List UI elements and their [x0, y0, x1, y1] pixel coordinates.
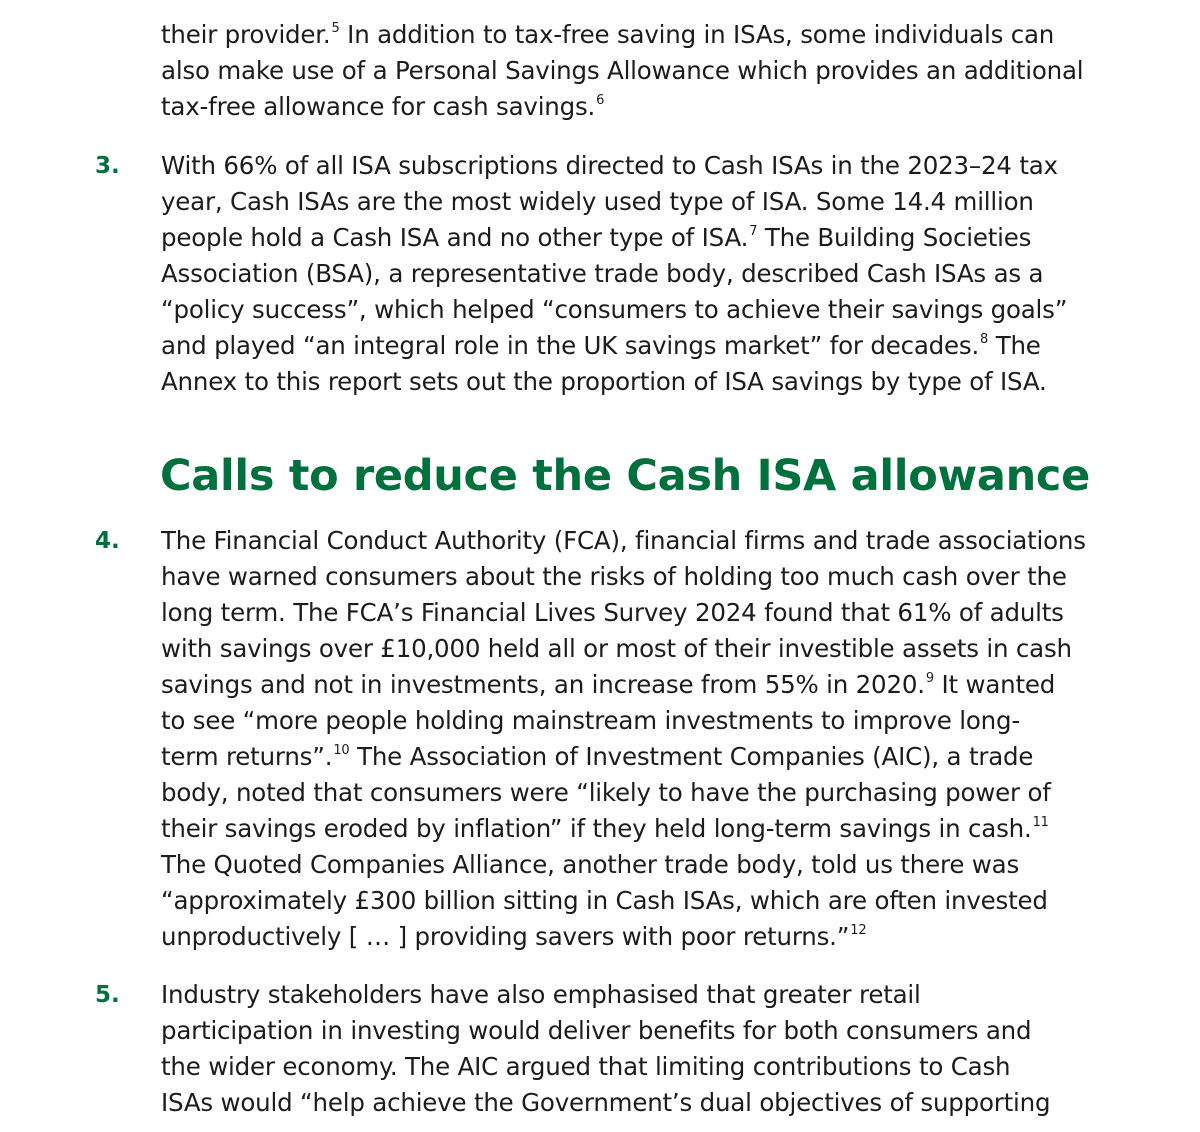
text-line [161, 977, 1081, 1013]
footnote-marker[interactable]: 7 [749, 224, 758, 239]
text-line [161, 523, 1086, 559]
text-segment: have warned consumers about the risks of holding too much cash over the [161, 562, 1067, 591]
paragraph-continued [161, 17, 1084, 125]
text-line [161, 775, 1081, 811]
paragraph-3 [161, 148, 1081, 400]
footnote-marker[interactable]: 6 [596, 93, 605, 108]
footnote-marker[interactable]: 9 [925, 671, 934, 686]
text-line [161, 148, 1081, 184]
footnote-marker[interactable]: 8 [980, 332, 989, 347]
text-line [161, 220, 1081, 256]
text-line [161, 292, 1081, 328]
text-line [161, 1085, 1081, 1121]
footnote-marker[interactable]: 11 [1032, 815, 1049, 830]
text-segment: It wanted [933, 670, 1056, 699]
section-heading: Calls to reduce the Cash ISA allowance [160, 451, 1090, 501]
text-line [161, 739, 1081, 775]
footnote-marker[interactable]: 12 [850, 923, 867, 938]
text-segment: also make use of a Personal Savings Allowance which provides an additional [161, 56, 1084, 85]
text-segment: tax-free allowance for cash savings. [161, 92, 596, 121]
text-line [161, 1049, 1081, 1085]
text-line [161, 1013, 1081, 1049]
text-line [161, 328, 1081, 364]
text-segment: The [988, 331, 1041, 360]
text-line [161, 703, 1081, 739]
text-line [161, 89, 1081, 125]
text-segment: year, Cash ISAs are the most widely used type of ISA. Some 14.4 million [161, 187, 1034, 216]
text-segment: The Quoted Companies Alliance, another trade body, told us there was [161, 850, 1020, 879]
text-segment: The Association of Investment Companies (AIC), a trade [349, 742, 1034, 771]
text-segment: ISAs would “help achieve the Government’s dual objectives of supporting [161, 1088, 1051, 1117]
text-segment: and played “an integral role in the UK savings market” for decades. [161, 331, 980, 360]
text-segment: their savings eroded by inflation” if they held long-term savings in cash. [161, 814, 1032, 843]
text-segment: Industry stakeholders have also emphasised that greater retail [161, 980, 921, 1009]
text-segment: The Financial Conduct Authority (FCA), financial firms and trade associations [161, 526, 1086, 555]
text-line [161, 559, 1081, 595]
text-segment: long term. The FCA’s Financial Lives Survey 2024 found that 61% of adults [161, 598, 1064, 627]
text-line [161, 919, 1081, 955]
text-segment: savings and not in investments, an increase from 55% in 2020. [161, 670, 925, 699]
text-segment: body, noted that consumers were “likely to have the purchasing power of [161, 778, 1051, 807]
footnote-marker[interactable]: 5 [331, 21, 340, 36]
paragraph-5 [161, 977, 1081, 1121]
text-line [161, 811, 1081, 847]
text-segment: With 66% of all ISA subscriptions directed to Cash ISAs in the 2023–24 tax [161, 151, 1058, 180]
text-segment: “policy success”, which helped “consumers to achieve their savings goals” [161, 295, 1068, 324]
text-segment: “approximately £300 billion sitting in Cash ISAs, which are often invested [161, 886, 1048, 915]
text-line [161, 631, 1081, 667]
text-segment: with savings over £10,000 held all or most of their investible assets in cash [161, 634, 1072, 663]
paragraph-4 [161, 523, 1086, 955]
paragraph-number-3: 3. [95, 153, 120, 179]
text-line [161, 17, 1081, 53]
text-segment: Association (BSA), a representative trade body, described Cash ISAs as a [161, 259, 1044, 288]
text-line [161, 364, 1081, 400]
text-segment: unproductively [ … ] providing savers with poor returns.” [161, 922, 850, 951]
text-segment: term returns”. [161, 742, 333, 771]
text-line [161, 667, 1081, 703]
text-segment: people hold a Cash ISA and no other type of ISA. [161, 223, 749, 252]
text-segment: In addition to tax-free saving in ISAs, some individuals can [339, 20, 1055, 49]
text-line [161, 256, 1081, 292]
text-segment: participation in investing would deliver benefits for both consumers and [161, 1016, 1032, 1045]
text-segment: The Building Societies [757, 223, 1032, 252]
text-line [161, 184, 1081, 220]
text-line [161, 847, 1081, 883]
paragraph-number-4: 4. [95, 528, 120, 554]
text-line [161, 595, 1081, 631]
paragraph-number-5: 5. [95, 982, 120, 1008]
text-segment: the wider economy. The AIC argued that limiting contributions to Cash [161, 1052, 1011, 1081]
text-line [161, 53, 1084, 89]
text-segment: Annex to this report sets out the proportion of ISA savings by type of ISA. [161, 367, 1047, 396]
text-line [161, 883, 1081, 919]
footnote-marker[interactable]: 10 [333, 743, 350, 758]
text-segment: their provider. [161, 20, 331, 49]
text-segment: to see “more people holding mainstream investments to improve long- [161, 706, 1020, 735]
